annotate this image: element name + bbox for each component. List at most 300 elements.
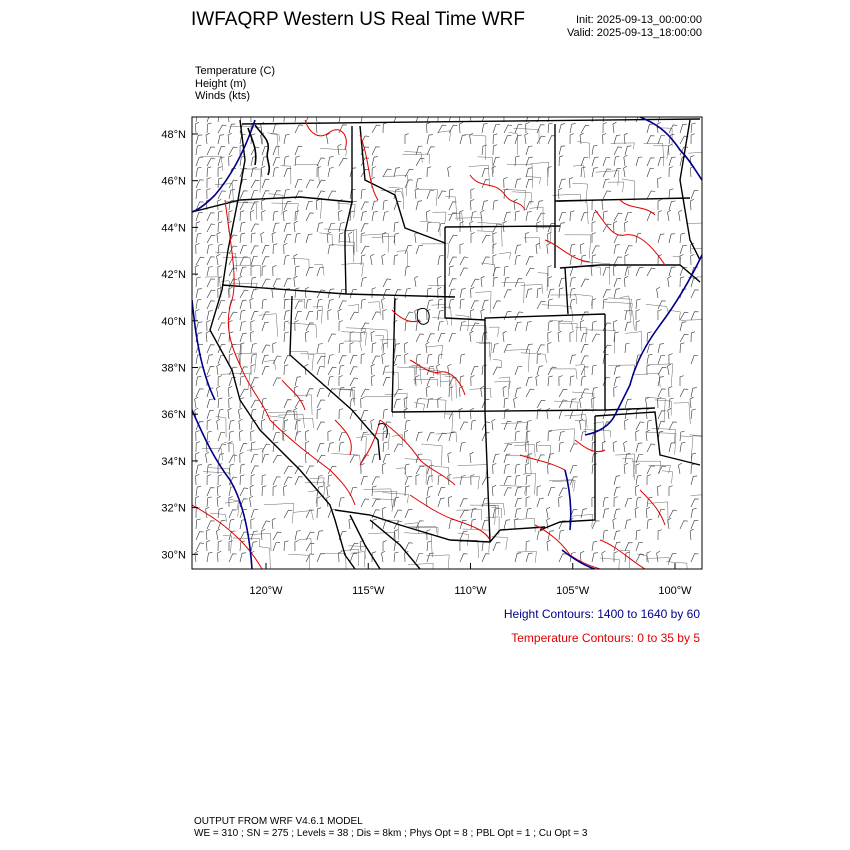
wind-barb: [471, 287, 475, 298]
county-line: [375, 335, 383, 349]
wind-barb: [493, 224, 501, 232]
wind-barb: [581, 509, 587, 518]
wind-barb: [229, 497, 233, 508]
wind-barb: [592, 365, 597, 375]
wind-barb: [240, 453, 244, 464]
wind-barb: [383, 378, 390, 386]
wind-barb: [581, 125, 589, 133]
wind-barb: [691, 476, 697, 485]
wind-barb: [614, 509, 620, 518]
wind-barb: [481, 276, 485, 287]
wind-barb: [383, 212, 389, 222]
wind-barb: [261, 419, 265, 430]
wind-barb: [647, 420, 652, 430]
county-line: [372, 236, 395, 245]
wind-barb: [382, 353, 386, 364]
wind-barb: [603, 123, 607, 133]
wind-barb: [680, 376, 684, 386]
wind-barb: [613, 221, 617, 232]
wind-barb: [658, 200, 662, 211]
wind-barb: [449, 235, 457, 243]
wind-barb: [273, 477, 281, 485]
wind-barb: [504, 422, 511, 430]
county-line: [501, 423, 527, 444]
wind-barb: [350, 455, 358, 463]
wind-barb: [603, 354, 609, 364]
wind-barb: [427, 191, 434, 200]
wind-barb: [251, 246, 259, 254]
wind-barb: [394, 389, 402, 397]
wind-barb: [196, 289, 202, 298]
wind-barb: [196, 376, 201, 386]
wind-barb: [405, 246, 412, 255]
wind-barb: [339, 356, 346, 364]
wind-barb: [470, 452, 474, 463]
wind-barb: [559, 530, 564, 540]
wind-barb: [251, 431, 255, 442]
wind-barb: [218, 475, 222, 485]
county-line: [346, 230, 357, 252]
wind-barb: [240, 376, 245, 386]
wind-barb: [515, 179, 521, 188]
wind-barb: [284, 134, 290, 144]
lat-label: 30°N: [161, 549, 186, 562]
map-plot-area: [192, 111, 718, 584]
wind-barb: [669, 189, 673, 199]
wind-barb: [504, 177, 508, 188]
wind-barb: [647, 344, 654, 353]
wind-barb: [295, 420, 301, 430]
wind-barb: [570, 299, 575, 309]
wind-barb: [196, 257, 204, 265]
wind-barb: [482, 168, 489, 177]
wind-barb: [526, 168, 532, 177]
wind-barb: [383, 279, 391, 287]
wind-barb: [195, 397, 199, 408]
wind-barb: [592, 255, 596, 265]
wind-barb: [305, 441, 309, 452]
wind-barb: [515, 211, 520, 221]
county-line: [646, 304, 668, 313]
wind-barb: [207, 345, 215, 353]
wind-barb: [448, 452, 452, 463]
wind-barb: [361, 189, 366, 199]
county-line: [320, 148, 347, 156]
wind-barb: [504, 520, 510, 529]
wind-barb: [196, 389, 204, 397]
model-footer: [194, 816, 587, 839]
wind-barb: [449, 519, 455, 529]
wind-barb: [614, 147, 622, 155]
wind-barb: [284, 332, 289, 342]
field-height: Height (m): [195, 77, 247, 90]
wind-barb: [306, 268, 313, 276]
wind-barb: [251, 344, 257, 354]
wind-barb: [262, 312, 270, 320]
wind-barb: [339, 376, 343, 387]
wind-barb: [350, 168, 356, 177]
wind-barb: [449, 334, 456, 343]
wind-barb: [361, 389, 369, 397]
wind-barb: [251, 180, 259, 188]
wind-barb: [228, 408, 232, 419]
wind-barb: [229, 312, 237, 320]
wind-barb: [493, 124, 500, 133]
field-temperature: Temperature (C): [195, 65, 276, 77]
county-line: [503, 189, 526, 211]
wind-barb: [284, 510, 292, 518]
wind-barb: [614, 135, 621, 144]
wind-barb: [240, 488, 248, 496]
wind-barb: [647, 475, 651, 485]
wind-barb: [526, 146, 533, 155]
wind-barb: [284, 485, 288, 496]
wind-barb: [317, 554, 325, 562]
wind-barb: [427, 167, 431, 177]
wind-barb: [327, 485, 330, 496]
wind-barb: [481, 309, 485, 320]
wind-barb: [427, 147, 435, 155]
county-line: [500, 485, 527, 494]
county-line: [667, 562, 688, 578]
wind-barb: [250, 331, 254, 342]
wind-barb: [272, 518, 276, 529]
wind-barb: [504, 488, 512, 496]
wind-barb: [339, 497, 345, 507]
wind-barb: [669, 354, 673, 365]
wind-barb: [218, 147, 225, 155]
wind-barb: [240, 553, 246, 562]
wind-barb: [636, 157, 642, 166]
wind-barb: [427, 378, 434, 386]
wind-barb: [691, 290, 699, 298]
wind-barb: [537, 136, 545, 144]
wind-barb: [372, 125, 380, 133]
wind-barb: [668, 210, 671, 221]
wind-barb: [416, 432, 423, 441]
wind-barb: [603, 509, 609, 518]
wind-barb: [196, 189, 201, 199]
county-line: [470, 388, 491, 398]
wind-barb: [646, 507, 650, 518]
wind-barb: [635, 507, 639, 518]
wind-barb: [295, 531, 301, 541]
wind-barb: [614, 487, 621, 496]
wind-barb: [636, 299, 641, 309]
wind-barb: [328, 475, 332, 485]
wind-barb: [482, 145, 487, 155]
wind-barb: [482, 300, 489, 309]
county-line: [299, 539, 312, 555]
wind-barb: [294, 408, 298, 419]
wind-barb: [251, 191, 258, 200]
wind-barb: [515, 475, 520, 485]
wind-barb: [691, 123, 696, 133]
wind-barb: [625, 322, 631, 331]
wind-barb: [503, 331, 507, 342]
wind-barb: [482, 235, 490, 243]
wind-barb: [207, 431, 212, 441]
county-line: [341, 332, 366, 346]
wind-barb: [371, 419, 375, 430]
wind-barb: [537, 531, 543, 541]
wind-barb: [625, 343, 630, 353]
wind-barb: [207, 475, 211, 485]
wind-barb: [680, 521, 688, 529]
wind-barb: [218, 323, 226, 331]
wind-barb: [548, 224, 555, 232]
wind-barb: [537, 201, 543, 210]
wind-barb: [229, 321, 233, 332]
wind-barb: [294, 221, 298, 232]
wind-barb: [460, 257, 468, 265]
wind-barb: [493, 463, 497, 474]
wind-barb: [427, 300, 433, 309]
wind-barb: [361, 464, 365, 475]
wind-barb: [383, 169, 391, 177]
wind-barb: [581, 333, 588, 342]
county-line: [402, 154, 429, 164]
county-line: [369, 532, 396, 546]
wind-barb: [668, 408, 672, 419]
county-line: [205, 277, 221, 297]
wind-barb: [636, 464, 640, 474]
wind-barb: [669, 125, 677, 133]
temperature-contours: [192, 120, 665, 569]
wind-barb: [570, 355, 576, 364]
wind-barb: [250, 210, 254, 221]
wind-barb: [415, 276, 419, 287]
wind-barb: [493, 344, 499, 354]
wind-barb: [504, 125, 512, 133]
wind-barb: [504, 477, 511, 485]
wind-barb: [647, 136, 655, 144]
valid-time: Valid: 2025-09-13_18:00:00: [567, 27, 702, 39]
wind-barb: [625, 419, 629, 430]
wind-barb: [515, 498, 522, 507]
wind-barb: [426, 386, 430, 397]
county-line: [293, 511, 313, 521]
wind-barb: [570, 211, 574, 221]
wind-barb: [240, 246, 247, 255]
wind-barb: [636, 430, 640, 441]
wind-barb: [295, 541, 299, 552]
county-line: [435, 373, 450, 387]
wind-barb: [306, 114, 314, 122]
wind-barb: [460, 122, 464, 133]
wind-barb: [580, 397, 583, 408]
wind-barb: [537, 288, 542, 298]
wind-barb: [481, 210, 485, 221]
wind-barb: [207, 464, 212, 474]
wind-barb: [383, 310, 387, 321]
wind-barb: [449, 279, 457, 287]
wind-barb: [614, 169, 621, 178]
wind-barb: [261, 529, 265, 540]
wind-barb: [416, 178, 422, 188]
wind-barb: [240, 464, 245, 474]
wind-barb: [317, 476, 323, 486]
wind-barb: [339, 222, 345, 232]
wind-barb: [240, 444, 247, 452]
wind-barb: [262, 246, 269, 254]
county-line: [648, 558, 670, 566]
wind-barb: [592, 521, 600, 529]
wind-barb: [613, 441, 617, 452]
wind-barb: [218, 454, 224, 463]
field-winds: Winds (kts): [195, 90, 250, 102]
wind-barb: [581, 431, 586, 441]
wind-barb: [306, 201, 313, 210]
wind-barb: [691, 464, 695, 474]
wind-barb: [382, 551, 386, 562]
wind-barb: [471, 279, 479, 287]
wind-barb: [625, 310, 630, 320]
wind-barb: [339, 343, 344, 353]
wind-barb: [273, 378, 281, 386]
wind-barb: [207, 224, 215, 232]
wind-barb: [492, 485, 496, 496]
county-line: [264, 503, 294, 523]
wind-barb: [316, 199, 320, 210]
wind-barb: [383, 454, 390, 463]
wind-barb: [273, 223, 280, 232]
wind-barb: [603, 211, 608, 221]
wind-barb: [559, 389, 567, 397]
wind-barb: [603, 299, 608, 309]
county-line: [494, 381, 510, 389]
wind-barb: [206, 133, 210, 144]
wind-barb: [251, 256, 258, 265]
wind-barb: [217, 232, 221, 243]
county-line: [622, 459, 634, 480]
wind-barb: [603, 323, 611, 331]
wind-barb: [207, 279, 215, 287]
wind-barb: [680, 245, 687, 254]
wind-barb: [372, 157, 378, 166]
wind-barb: [460, 442, 465, 452]
lat-label: 34°N: [161, 455, 186, 468]
wind-barb: [284, 156, 289, 166]
county-line: [284, 299, 305, 308]
county-line: [445, 414, 454, 432]
wind-barb: [339, 125, 347, 133]
wind-barb: [207, 245, 213, 255]
wind-barb: [238, 408, 242, 419]
wind-barb: [240, 290, 248, 298]
wind-barb: [614, 366, 620, 375]
wind-barb: [317, 389, 324, 398]
wind-barb: [482, 477, 490, 485]
wind-barb: [383, 442, 388, 452]
wind-barb: [207, 178, 211, 188]
wind-barb: [207, 147, 215, 155]
wind-barb: [559, 431, 565, 441]
wind-barb: [207, 420, 211, 430]
county-line: [624, 311, 634, 330]
wind-barb: [416, 334, 424, 342]
county-line: [310, 353, 326, 368]
wind-barb: [471, 189, 475, 200]
wind-barb: [218, 508, 223, 518]
wind-barb: [328, 334, 336, 342]
wind-barb: [570, 332, 574, 343]
wind-barb: [404, 397, 408, 408]
wind-barb: [613, 122, 617, 133]
wind-barb: [405, 266, 410, 276]
wind-barb: [218, 211, 223, 221]
wind-barb: [207, 410, 214, 419]
county-line: [364, 433, 389, 450]
wind-barb: [295, 321, 299, 332]
wind-barb: [691, 554, 699, 562]
model-version: OUTPUT FROM WRF V4.6.1 MODEL: [194, 816, 363, 827]
wind-barb: [394, 444, 402, 452]
wind-barb: [635, 485, 639, 496]
wind-barb: [548, 454, 554, 463]
wind-barb: [603, 290, 611, 298]
wind-barb: [239, 276, 243, 287]
county-line: [368, 302, 381, 316]
wind-barb: [251, 312, 258, 320]
wind-barb: [570, 267, 577, 276]
wind-barb: [460, 422, 468, 430]
wind-barb: [624, 166, 627, 177]
wind-barb: [548, 266, 552, 277]
wind-barb: [515, 135, 522, 144]
wind-barb: [294, 254, 298, 265]
wind-barb: [581, 167, 586, 177]
wind-barb: [460, 532, 467, 540]
wind-barb: [196, 452, 200, 463]
wind-barb: [317, 366, 324, 375]
wind-barb: [603, 497, 608, 507]
county-line: [513, 518, 535, 532]
county-line: [608, 365, 635, 375]
wind-barb: [251, 354, 256, 364]
wind-barb: [240, 267, 246, 276]
wind-barb: [350, 367, 358, 375]
county-line: [648, 465, 670, 473]
wind-barb: [240, 257, 248, 265]
wind-barb: [547, 243, 551, 254]
wind-barb: [471, 475, 475, 486]
county-line: [346, 328, 366, 335]
wind-barb: [229, 180, 237, 188]
wind-barb: [548, 488, 555, 497]
wind-barb: [262, 454, 269, 463]
wind-barb: [273, 167, 279, 177]
wind-barb: [625, 399, 632, 408]
wind-barb: [317, 422, 325, 430]
wind-barb: [460, 135, 466, 144]
wind-barb: [526, 268, 534, 276]
wind-barb: [691, 332, 695, 342]
wind-barb: [581, 376, 586, 386]
wind-barb: [383, 200, 388, 210]
county-line: [564, 415, 587, 428]
wind-barb: [668, 364, 671, 375]
wind-barb: [306, 466, 314, 474]
wind-barb: [680, 389, 688, 397]
wind-barb: [328, 244, 334, 254]
wind-barb: [394, 530, 398, 540]
wind-barb: [361, 212, 367, 221]
county-line: [458, 465, 488, 477]
wind-barb: [547, 540, 551, 551]
wind-barb: [448, 166, 452, 177]
wind-barb: [273, 124, 279, 133]
